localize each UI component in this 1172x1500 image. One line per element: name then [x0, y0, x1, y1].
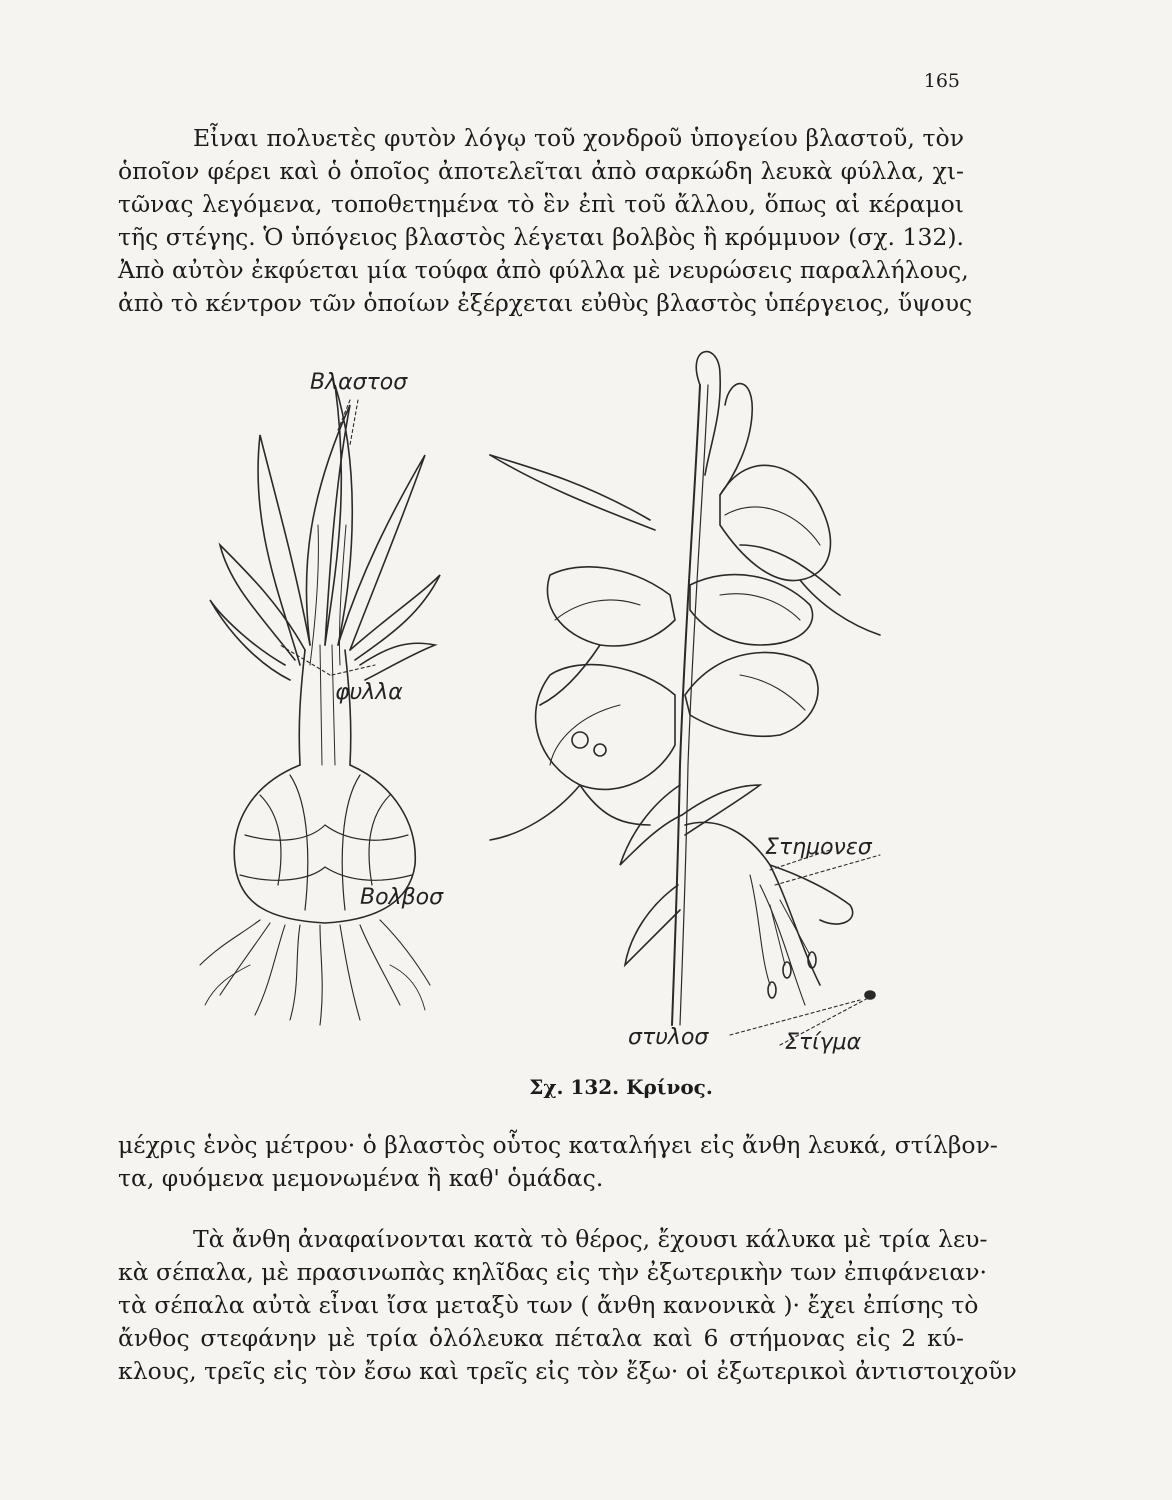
- label-bulb: Βολβοσ: [360, 885, 444, 910]
- caption-text: Σχ. 132. Κρίνος.: [529, 1075, 713, 1099]
- lily-illustration: [160, 345, 900, 1065]
- text-line: κλους, τρεῖς εἰς τὸν ἔσω καὶ τρεῖς εἰς τὸν ἔξω· οἱ ἐξωτερικοὶ ἀντιστοιχοῦν: [118, 1357, 1017, 1385]
- text-line: Τὰ ἄνθη ἀναφαίνονται κατὰ τὸ θέρος, ἔχουσι κάλυκα μὲ τρία λευ-: [193, 1225, 988, 1253]
- text-line: τα, φυόμενα μεμονωμένα ἢ καθ' ὁμάδας.: [118, 1164, 604, 1192]
- text-line: ὁποῖον φέρει καὶ ὁ ὁποῖος ἀποτελεῖται ἀπὸ σαρκώδη λευκὰ φύλλα, χι-: [118, 157, 964, 185]
- text-line: τὰ σέπαλα αὐτὰ εἶναι ἴσα μεταξὺ των ( ἄνθη κανονικὰ )· ἔχει ἐπίσης τὸ: [118, 1291, 979, 1319]
- text-line: Ἀπὸ αὐτὸν ἐκφύεται μία τούφα ἀπὸ φύλλα μὲ νευρώσεις παραλλήλους,: [118, 256, 969, 284]
- label-leaves: φυλλα: [335, 680, 403, 705]
- text-line: ἀπὸ τὸ κέντρον τῶν ὁποίων ἐξέρχεται εὐθὺς βλαστὸς ὑπέργειος, ὕψους: [118, 289, 973, 317]
- paragraph-flowers: [118, 1223, 1017, 1388]
- lily-flower-drawing: [490, 352, 880, 1025]
- label-stem: Βλαστοσ: [310, 370, 408, 395]
- paragraph-stem: [118, 1129, 998, 1195]
- text-line: Εἶναι πολυετὲς φυτὸν λόγῳ τοῦ χονδροῦ ὑπογείου βλαστοῦ, τὸν: [193, 124, 964, 152]
- text-line: τῆς στέγης. Ὁ ὑπόγειος βλαστὸς λέγεται βολβὸς ἢ κρόμμυον (σχ. 132).: [118, 223, 964, 251]
- paragraph-intro: [118, 122, 973, 320]
- page-number: 165: [923, 70, 960, 92]
- figure-caption: [0, 1075, 1172, 1099]
- label-stamens: Στημονεσ: [765, 835, 872, 860]
- lily-drawing: [160, 345, 900, 1065]
- text-line: κὰ σέπαλα, μὲ πρασινωπὰς κηλῖδας εἰς τὴν ἐξωτερικὴν των ἐπιφάνειαν·: [118, 1258, 988, 1286]
- label-stigma: Στίγμα: [785, 1030, 862, 1055]
- text-line: ἄνθος στεφάνην μὲ τρία ὁλόλευκα πέταλα καὶ 6 στήμονας εἰς 2 κύ-: [118, 1324, 964, 1352]
- label-style: στυλοσ: [628, 1025, 709, 1050]
- text-line: τῶνας λεγόμενα, τοποθετημένα τὸ ἓν ἐπὶ τοῦ ἄλλου, ὅπως αἱ κέραμοι: [118, 190, 964, 218]
- bulb-plant-drawing: [200, 385, 440, 1025]
- text-line: μέχρις ἑνὸς μέτρου· ὁ βλαστὸς οὗτος καταλήγει εἰς ἄνθη λευκά, στίλβον-: [118, 1131, 998, 1159]
